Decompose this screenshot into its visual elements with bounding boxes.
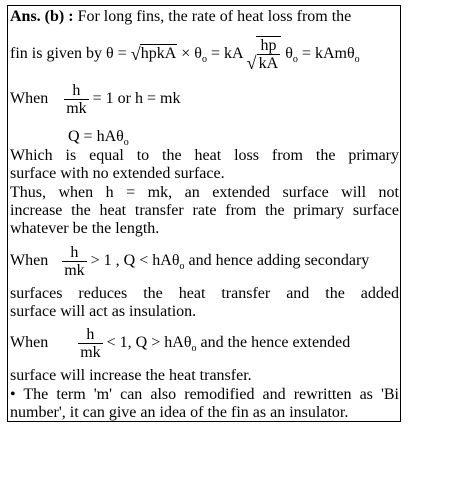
fraction-h-mk-3: $\frac{h}{mk}$: [80, 326, 101, 361]
kA-term: kA: [224, 45, 243, 63]
line-1-text: For long fins, the rate of heat loss from the: [77, 8, 352, 25]
answer-label: Ans. (b) :: [10, 8, 74, 25]
line-2: fin is given by θ = √ hpkA × $\theta_o$ = kA √ $\frac{hp}{kA}$ $\theta_o = kAm\theta_o$: [10, 37, 360, 73]
kAm-term: kAmθ: [314, 45, 355, 63]
answer-box: [7, 5, 401, 422]
condition-2: > 1 , Q < hAθ: [90, 252, 180, 270]
equals-sign-2: =: [210, 45, 220, 63]
sqrt-hpkA: √ hpkA: [130, 44, 177, 65]
condition-2-tail: and hence adding secondary: [188, 252, 370, 270]
line-7: Thus, when h = mk, an extended surface will not: [10, 184, 399, 201]
when-label-3: When: [10, 334, 49, 352]
theta-o: θ: [194, 45, 202, 63]
line-3: [10, 82, 180, 117]
when-label-1: When: [10, 90, 49, 108]
condition-3: < 1, Q > hAθ: [106, 334, 192, 352]
condition-1: = 1 or h = mk: [92, 90, 181, 108]
line-5: Which is equal to the heat loss from the primary: [10, 147, 399, 164]
line-9: whatever be the length.: [10, 220, 160, 237]
equals-sign-3: =: [301, 45, 311, 63]
line-4: Q = hAθ$_o$: [68, 128, 129, 148]
line-6: surface with no extended surface.: [10, 165, 225, 182]
fraction-h-mk: $\frac{h}{mk}$: [66, 82, 87, 117]
line-16: number', it can give an idea of the fin as an insulator.: [10, 404, 349, 421]
line-12: surface will act as insulation.: [10, 303, 197, 320]
line-14: surface will increase the heat transfer.: [10, 367, 252, 384]
sqrt-fraction: √ $\frac{hp}{kA}$: [247, 36, 282, 72]
when-label-2: When: [10, 252, 49, 270]
line-1: [10, 8, 351, 26]
theta-o-2: θ: [285, 45, 293, 63]
theta-symbol: θ: [106, 45, 114, 63]
fraction-h-mk-2: $\frac{h}{mk}$: [64, 244, 85, 279]
line-13: When $\frac{h}{mk}$ < 1, Q > hAθ$_o$ and the hence extended: [10, 326, 351, 361]
condition-3-tail: and the hence extended: [200, 334, 351, 352]
line-15: • The term 'm' can also remodified and rewritten as 'Bi: [10, 386, 399, 403]
line-8: increase the heat transfer rate from the primary surface: [10, 202, 399, 219]
line-11: surfaces reduces the heat transfer and the added: [10, 285, 399, 302]
line-10: When $\frac{h}{mk}$ > 1 , Q < hAθ$_o$ and hence adding secondary: [10, 244, 370, 279]
line-2-text: fin is given by: [10, 45, 102, 63]
equals-sign: =: [117, 45, 127, 63]
times-sign: ×: [181, 45, 191, 63]
q-equation: Q = hAθ: [68, 128, 124, 145]
